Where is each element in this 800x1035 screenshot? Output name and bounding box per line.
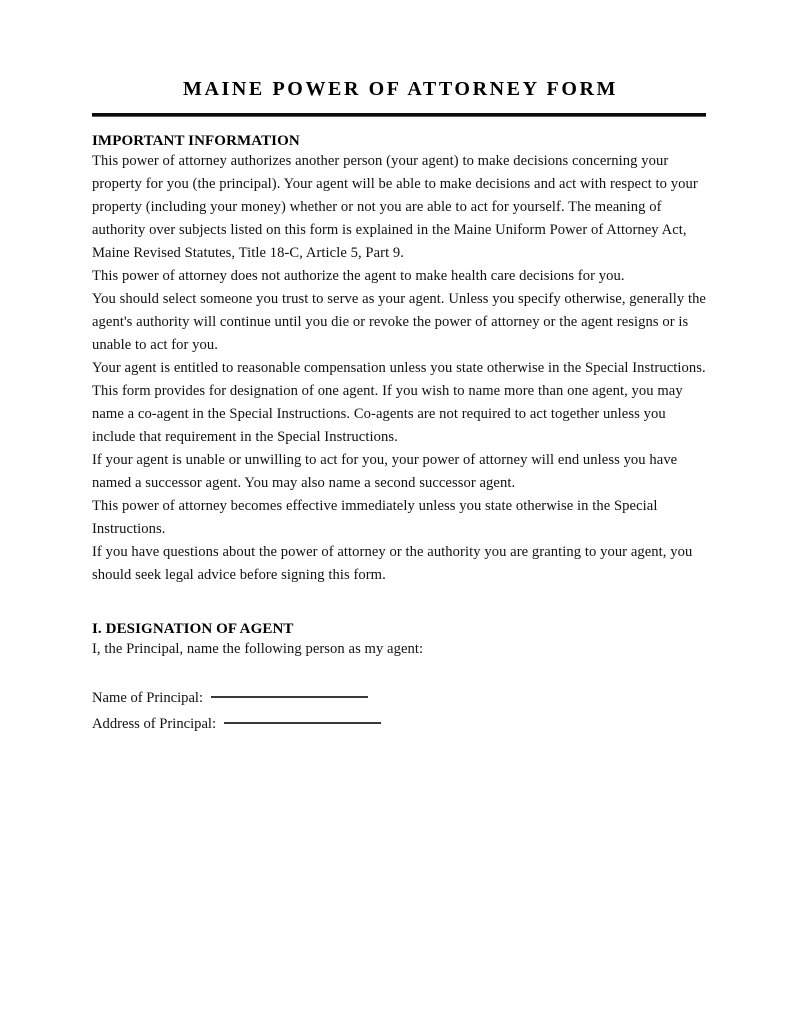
section-heading-designation-of-agent: I. DESIGNATION OF AGENT [92,621,294,637]
paragraph-health-care-exclusion: This power of attorney does not authorize the agent to make health care decisions for you. [92,268,625,284]
field-label-name-of-principal: Name of Principal: [92,690,204,706]
paragraph-successor-agent: If your agent is unable or unwilling to act for you, your power of attorney will end unless you have named a successor agent. You may also name a second successor agent. [92,452,678,491]
field-row-address-of-principal [92,713,707,736]
paragraph-legal-advice: If you have questions about the power of attorney or the authority you are granting to your agent, you should seek legal advice before signing this form. [92,544,693,583]
paragraph-agent-compensation: Your agent is entitled to reasonable compensation unless you state otherwise in the Special Instructions. [92,360,706,376]
document-content [92,78,707,736]
address-of-principal-input[interactable] [224,722,381,724]
field-row-name-of-principal [92,687,707,710]
paragraph-authorization-scope: This power of attorney authorizes another person (your agent) to make decisions concerning your property for you (the principal). Your agent will be able to make decisions and act with respect to your property (including your money) whether or not you are able to act for yourself. The meaning of authority over subjects listed on this form is explained in the Maine Uniform Power of Attorney Act, Maine Revised Statutes, Title 18-C, Article 5, Part 9. [92,153,698,261]
principal-fields [92,687,707,736]
field-label-address-of-principal: Address of Principal: [92,716,217,732]
section-heading-important-information: IMPORTANT INFORMATION [92,133,300,149]
name-of-principal-input[interactable] [211,696,368,698]
paragraph-effective-date: This power of attorney becomes effective immediately unless you state otherwise in the Special Instructions. [92,498,658,537]
paragraph-selecting-agent: You should select someone you trust to serve as your agent. Unless you specify otherwise, generally the agent's authority will continue until you die or revoke the power of attorney or the agent resigns or is unable to act for you. [92,291,706,353]
page-title: MAINE POWER OF ATTORNEY FORM [182,78,619,100]
title-divider [92,113,706,117]
paragraph-co-agent-designation: This form provides for designation of one agent. If you wish to name more than one agent, you may name a co-agent in the Special Instructions. Co-agents are not required to act together unless you include that requirement in the Special Instructions. [92,383,683,445]
paragraph-name-agent-intro: I, the Principal, name the following person as my agent: [92,641,424,657]
